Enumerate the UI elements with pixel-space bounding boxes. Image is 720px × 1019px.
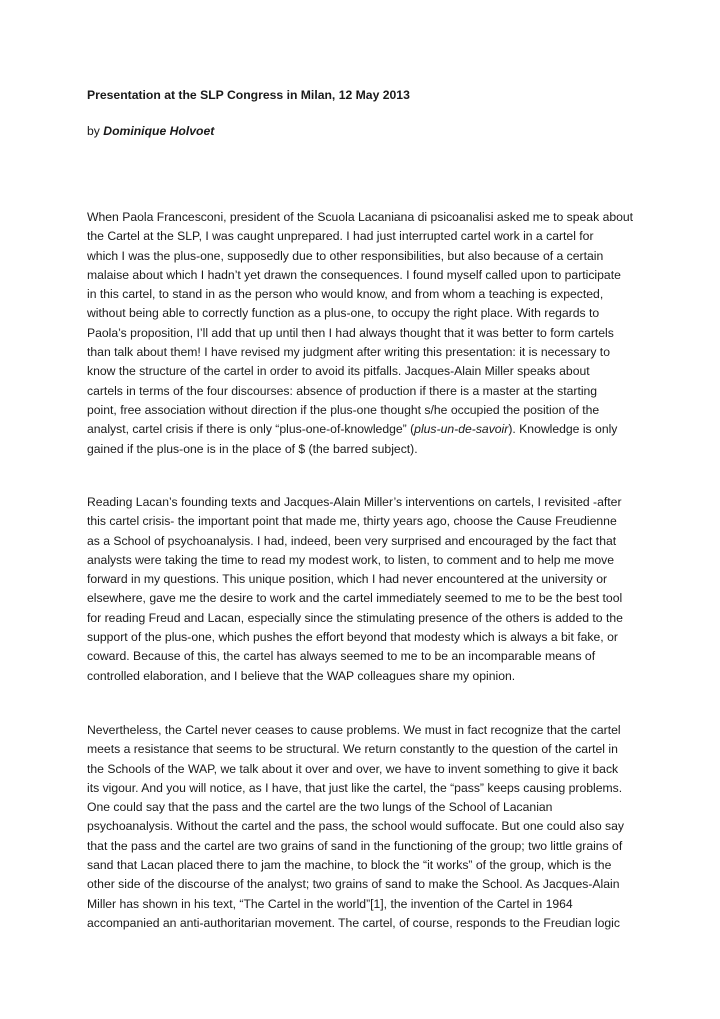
text-line: support of the plus-one, which pushes the effort beyond that modesty which is always a bit fake, or <box>87 630 618 645</box>
text-line: coward. Because of this, the cartel has always seemed to me to be an incomparable means of <box>87 649 596 664</box>
text-line: the Schools of the WAP, we talk about it over and over, we have to invent something to give it back <box>87 761 619 776</box>
text-line <box>87 420 647 439</box>
text-segment: analyst, cartel crisis if there is only “plus-one-of-knowledge” ( <box>87 422 415 437</box>
text-line: psychoanalysis. Without the cartel and the pass, the school would suffocate. But one could also say <box>87 819 625 834</box>
text-line: know the structure of the cartel in order to avoid its pitfalls. Jacques-Alain Miller speaks about <box>87 364 590 379</box>
paragraph-1 <box>87 208 647 459</box>
text-line: its vigour. And you will notice, as I have, that just like the cartel, the “pass” keeps causing problems. <box>87 780 623 795</box>
paragraph-2 <box>87 493 647 686</box>
text-line: than talk about them! I have revised my judgment after writing this presentation: it is necessary to <box>87 345 610 360</box>
text-line: malaise about which I hadn’t yet drawn the consequences. I found myself called upon to participate <box>87 267 621 282</box>
text-line: that the pass and the cartel are two grains of sand in the functioning of the group; two little grains of <box>87 838 623 853</box>
text-line: gained if the plus-one is in the place of $ (the barred subject). <box>87 441 418 456</box>
italic-term: plus-un-de-savoir <box>414 422 509 437</box>
text-line: When Paola Francesconi, president of the Scuola Lacaniana di psicoanalisi asked me to speak about <box>87 210 634 224</box>
byline-prefix: by <box>87 124 104 138</box>
text-line: this cartel crisis- the important point that made me, thirty years ago, choose the Cause Freudienne <box>87 514 617 529</box>
text-line: other side of the discourse of the analyst; two grains of sand to make the School. As Jacques-Alain <box>87 877 620 892</box>
text-line: meets a resistance that seems to be structural. We return constantly to the question of the cartel in <box>87 742 618 757</box>
text-line: Miller has shown in his text, “The Cartel in the world”[1], the invention of the Cartel in 1964 <box>87 896 573 911</box>
text-line: point, free association without direction if the plus-one thought s/he occupied the position of the <box>87 402 600 417</box>
byline <box>87 124 214 138</box>
text-line: accompanied an anti-authoritarian movement. The cartel, of course, responds to the Freudian logic <box>87 915 620 930</box>
text-line: for reading Freud and Lacan, especially since the stimulating presence of the others is added to the <box>87 610 623 625</box>
text-line: without being able to correctly function as a plus-one, to occupy the right place. With regards to <box>87 306 600 321</box>
text-segment: ). Knowledge is only <box>508 422 618 437</box>
text-line: analysts were taking the time to read my modest work, to listen, to comment and to help me move <box>87 552 615 567</box>
text-line: Paola’s proposition, I’ll add that up until then I had always thought that it was better to form cartels <box>87 325 614 340</box>
text-line: Reading Lacan’s founding texts and Jacques-Alain Miller’s interventions on cartels, I revisited -after <box>87 495 622 509</box>
text-line: forward in my questions. This unique position, which I had never encountered at the university or <box>87 572 608 587</box>
text-line: cartels in terms of the four discourses: absence of production if there is a master at the starting <box>87 383 598 398</box>
text-line: Nevertheless, the Cartel never ceases to cause problems. We must in fact recognize that the cartel <box>87 723 621 737</box>
text-line: as a School of psychoanalysis. I had, indeed, been very surprised and encouraged by the fact that <box>87 533 617 548</box>
author-name: Dominique Holvoet <box>103 124 215 138</box>
text-line: the Cartel at the SLP, I was caught unprepared. I had just interrupted cartel work in a cartel for <box>87 229 594 244</box>
document-title: Presentation at the SLP Congress in Milan, 12 May 2013 <box>87 88 410 102</box>
text-line: which I was the plus-one, supposedly due to other responsibilities, but also because of a certain <box>87 248 604 263</box>
text-line: in this cartel, to stand in as the person who would know, and from whom a teaching is expected, <box>87 287 604 302</box>
text-line: controlled elaboration, and I believe that the WAP colleagues share my opinion. <box>87 668 516 683</box>
text-line: sand that Lacan placed there to jam the machine, to block the “it works” of the group, which is the <box>87 858 612 873</box>
text-line: elsewhere, gave me the desire to work and the cartel immediately seemed to me to be the best tool <box>87 591 623 606</box>
paragraph-3 <box>87 721 647 933</box>
text-line: One could say that the pass and the cartel are the two lungs of the School of Lacanian <box>87 800 553 815</box>
